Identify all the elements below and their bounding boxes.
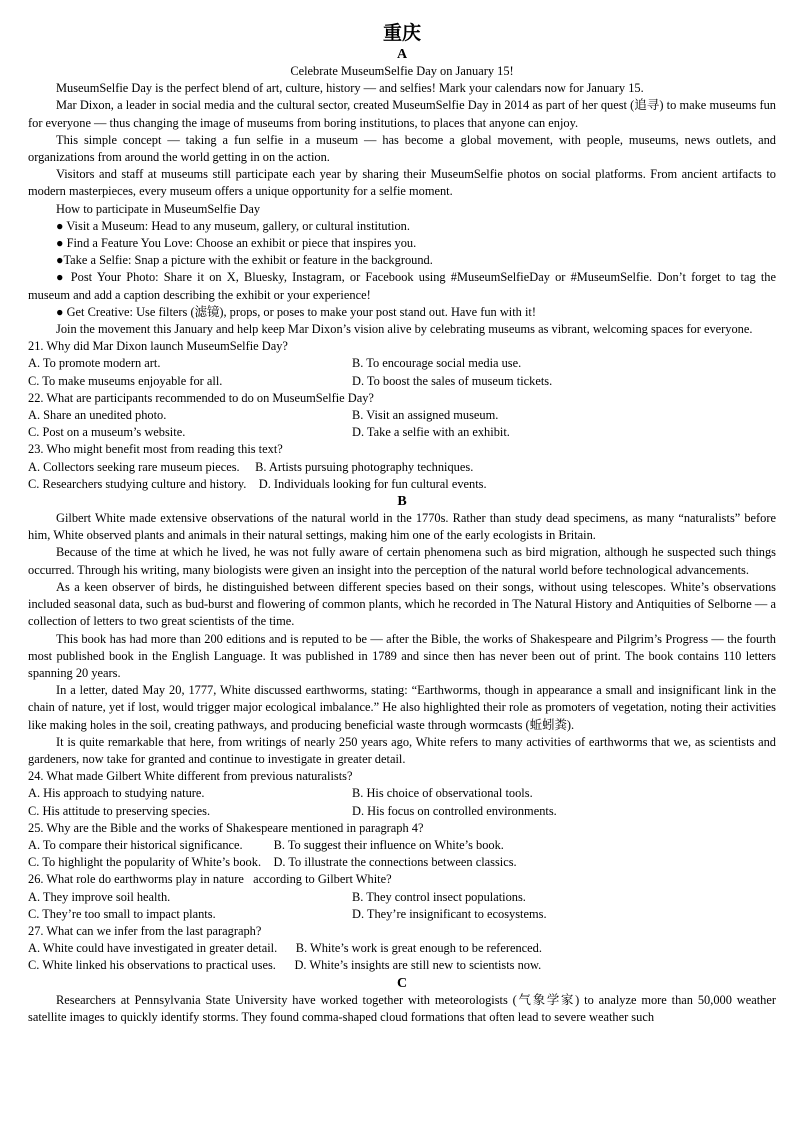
option-b: B. To encourage social media use. [352, 356, 522, 371]
option-row-cd: C. To highlight the popularity of White’s book. D. To illustrate the connections between classics. [28, 855, 517, 870]
question-22 [28, 390, 776, 442]
paragraph: It is quite remarkable that here, from writings of nearly 250 years ago, White refers to many activities of earthworms that we, as scientists and gardeners, now take for granted and continue to investigate in greater detail. [28, 734, 776, 766]
paragraph: Researchers at Pennsylvania State University have worked together with meteorologists (气象学家) to analyze more than 50,000 weather satellite images to quickly identify storms. They found comma-shaped cloud formations that often lead to severe weather such [28, 992, 776, 1024]
option-d: D. Take a selfie with an exhibit. [352, 425, 510, 440]
question-text: 21. Why did Mar Dixon launch MuseumSelfie Day? [28, 339, 288, 354]
bullet-item: ● Visit a Museum: Head to any museum, gallery, or cultural institution. [56, 218, 410, 233]
closing-paragraph: Join the movement this January and help keep Mar Dixon’s vision alive by celebrating museums as vibrant, welcoming spaces for everyone. [56, 322, 753, 337]
option-c: C. His attitude to preserving species. [28, 803, 211, 818]
question-23 [28, 441, 776, 493]
option-a: A. His approach to studying nature. [28, 786, 205, 801]
option-a: A. They improve soil health. [28, 889, 171, 904]
question-text: 25. Why are the Bible and the works of Shakespeare mentioned in paragraph 4? [28, 820, 424, 835]
question-27 [28, 923, 776, 975]
paragraph: MuseumSelfie Day is the perfect blend of art, culture, history — and selfies! Mark your calendars now for January 15. [56, 81, 644, 96]
option-d: D. His focus on controlled environments. [352, 803, 557, 818]
option-row-ab: A. White could have investigated in greater detail. B. White’s work is great enough to be referenced. [28, 941, 542, 956]
paragraph: How to participate in MuseumSelfie Day [56, 201, 261, 216]
question-text: 26. What role do earthworms play in nature according to Gilbert White? [28, 872, 392, 887]
question-21 [28, 338, 776, 390]
option-a: A. Share an unedited photo. [28, 408, 167, 423]
section-c-label: C [396, 975, 408, 991]
option-c: C. To make museums enjoyable for all. [28, 373, 223, 388]
option-d: D. They’re insignificant to ecosystems. [352, 906, 547, 921]
section-b-label: B [397, 494, 407, 510]
question-text: 27. What can we infer from the last paragraph? [28, 923, 262, 938]
option-a: A. To promote modern art. [28, 356, 161, 371]
section-a [28, 46, 776, 493]
question-26 [28, 871, 776, 923]
paragraph: Visitors and staff at museums still participate each year by sharing their MuseumSelfie photos on social platforms. From ancient artifacts to modern masterpieces, every museum offers a unique opportunity for a selfie moment. [28, 167, 776, 199]
paragraph: This simple concept — taking a fun selfie in a museum — has become a global movement, with people, museums, news outlets, and organizations from around the world getting in on the action. [28, 132, 776, 165]
option-b: B. Visit an assigned museum. [352, 408, 499, 423]
question-text: 24. What made Gilbert White different from previous naturalists? [28, 769, 353, 784]
option-c: C. They’re too small to impact plants. [28, 906, 216, 921]
option-b: B. His choice of observational tools. [352, 786, 533, 801]
option-row-cd: C. White linked his observations to practical uses. D. White’s insights are still new to scientists now. [28, 958, 542, 973]
option-d: D. To boost the sales of museum tickets. [352, 373, 553, 388]
paragraph: As a keen observer of birds, he distinguished between different species based on their songs, without using telescopes. White’s observations included seasonal data, such as bud-burst and flowering of common plants, which he recorded in The Natural History and Antiquities of Selborne — a collection of letters to two great scientists of the time. [28, 579, 776, 629]
paragraph: This book has had more than 200 editions and is reputed to be — after the Bible, the works of Shakespeare and Pilgrim’s Progress — the fourth most published book in the English Language. It was published in 1789 and since then has never been out of print. The book contains 110 letters spanning 20 years. [28, 631, 776, 680]
paragraph: Mar Dixon, a leader in social media and the cultural sector, created MuseumSelfie Day in 2014 as part of her quest (追寻) to make museums fun for everyone — thus changing the image of museums from boring institutions, to places that anyone can enjoy. [28, 98, 776, 130]
option-c: C. Post on a museum’s website. [28, 425, 186, 440]
paragraph: Because of the time at which he lived, he was not fully aware of certain phenomena such as bird migration, although he suspected such things occurred. Through his writing, many biologists were given an insight into the perception of the natural world before technological advancements. [28, 545, 776, 577]
section-c [28, 975, 776, 1026]
option-row-ab: A. To compare their historical significance. B. To suggest their influence on White’s book. [28, 837, 504, 852]
option-row-ab: A. Collectors seeking rare museum pieces. B. Artists pursuing photography techniques. [28, 459, 474, 474]
question-text: 22. What are participants recommended to do on MuseumSelfie Day? [28, 390, 374, 405]
bullet-item: ● Get Creative: Use filters (滤镜), props, or poses to make your post stand out. Have fun with it! [56, 304, 536, 319]
question-25 [28, 820, 776, 872]
question-text: 23. Who might benefit most from reading this text? [28, 442, 283, 457]
paragraph: In a letter, dated May 20, 1777, White discussed earthworms, stating: “Earthworms, though in appearance a small and insignificant link in the chain of nature, yet if lost, would trigger major ecological imbalance.” He also highlighted their role as promoters of vegetation, noting their activities like making holes in the soil, creating pathways, and producing beneficial waste through wormcasts (蚯蚓粪). [28, 683, 776, 732]
question-24 [28, 768, 776, 820]
bullet-item: ● Find a Feature You Love: Choose an exhibit or piece that inspires you. [56, 236, 417, 251]
option-b: B. They control insect populations. [352, 889, 526, 904]
page-title: 重庆 [382, 22, 421, 44]
option-row-cd: C. Researchers studying culture and history. D. Individuals looking for fun cultural events. [28, 476, 487, 491]
section-b [28, 493, 776, 974]
bullet-item: ●Take a Selfie: Snap a picture with the exhibit or feature in the background. [56, 253, 433, 268]
section-a-heading: Celebrate MuseumSelfie Day on January 15! [290, 64, 514, 78]
paragraph: Gilbert White made extensive observations of the natural world in the 1770s. Rather than study dead specimens, as many “naturalists” before him, White observed plants and animals in their natural settings, making him one of the early ecologists in Britain. [28, 511, 776, 543]
bullet-item: ● Post Your Photo: Share it on X, Bluesky, Instagram, or Facebook using #MuseumSelfieDay or #MuseumSelfie. Don’t forget to tag the museum and add a caption describing the exhibit or your experience! [28, 270, 776, 302]
section-a-label: A [396, 47, 408, 62]
